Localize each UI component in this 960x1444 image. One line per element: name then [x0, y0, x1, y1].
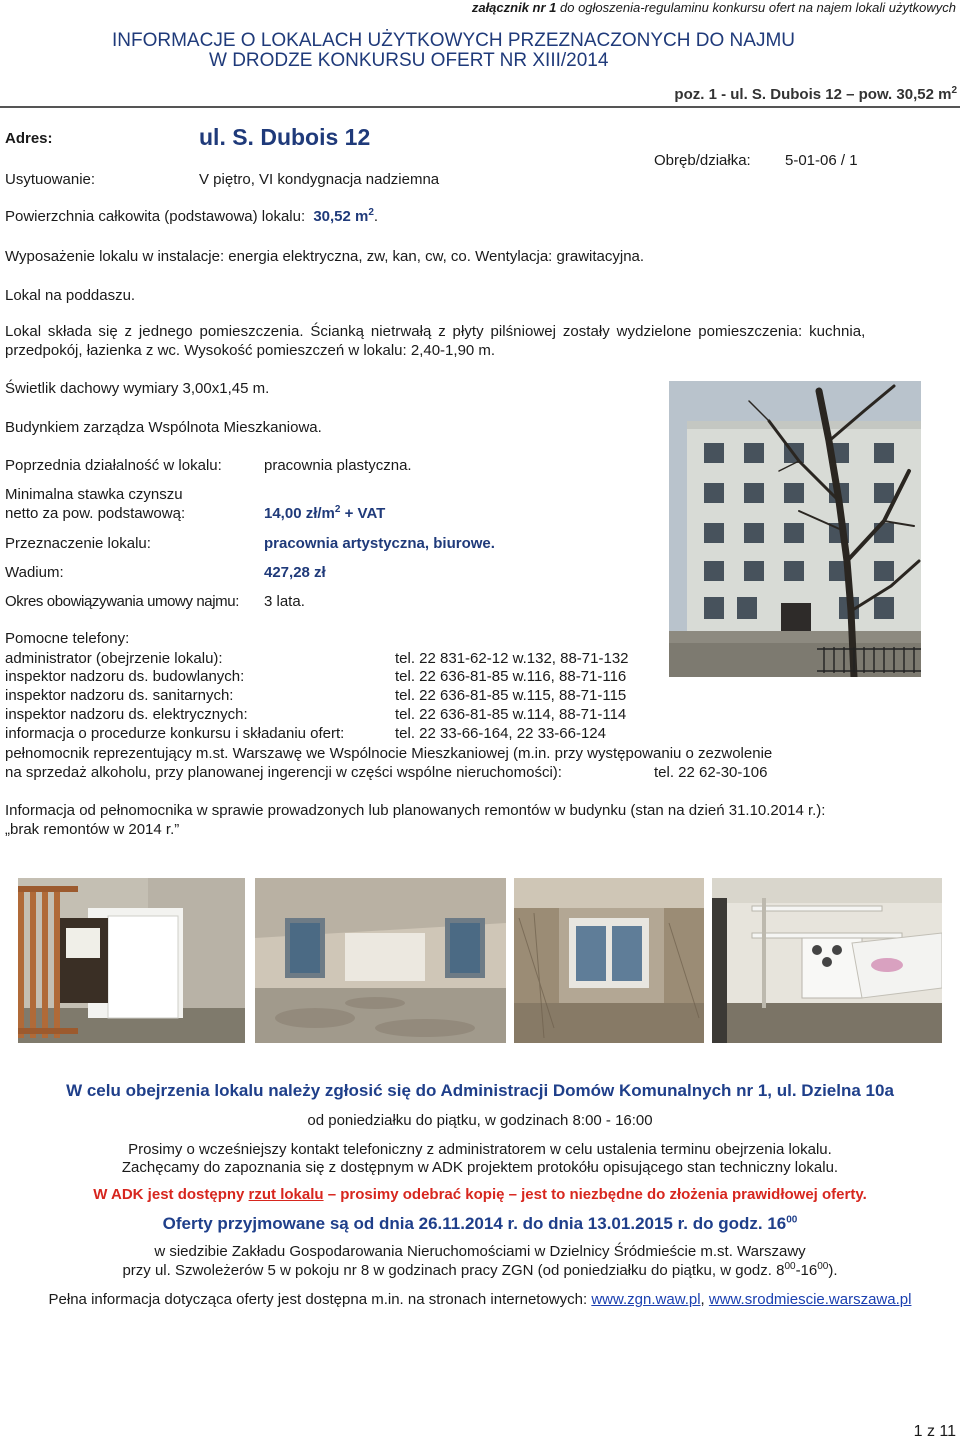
plot-label: Obręb/działka:: [654, 152, 751, 169]
previous-use-label: Poprzednia działalność w lokalu:: [5, 457, 222, 474]
area-sup: 2: [368, 207, 374, 218]
rent-amount: 14,00 zł/m: [264, 505, 335, 522]
seat-sup1: 00: [784, 1261, 796, 1272]
phone-row-label: inspektor nadzoru ds. budowlanych:: [5, 668, 245, 685]
proxy-phone: tel. 22 62-30-106: [654, 764, 768, 781]
offers-text: Oferty przyjmowane są od dnia 26.11.2014 r. do dnia 13.01.2015 r. do godz. 16: [162, 1214, 787, 1233]
area-value: [313, 208, 374, 225]
address-label: Adres:: [5, 130, 53, 147]
zgn-link[interactable]: www.zgn.waw.pl: [591, 1291, 701, 1308]
interior-photo-room-windows: [255, 878, 506, 1043]
rent-label-line1: Minimalna stawka czynszu: [5, 486, 183, 503]
seat-text-b: -16: [795, 1262, 818, 1279]
offers-deadline: [0, 1214, 960, 1234]
building-photo: [669, 381, 921, 677]
term-value: 3 lata.: [264, 593, 305, 610]
link-separator: ,: [700, 1291, 709, 1308]
term-label: Okres obowiązywania umowy najmu:: [5, 593, 239, 610]
annex-label: załącznik nr 1: [471, 0, 557, 15]
interior-photo-hallway: [18, 878, 245, 1043]
phone-row-value: tel. 22 636-81-85 w.114, 88-71-114: [395, 706, 627, 723]
contact-line2: Zachęcamy do zapoznania się z dostępnym w ADK projektem protokółu opisującego stan techniczny lokalu.: [121, 1159, 839, 1176]
area-suffix: .: [373, 208, 379, 225]
rent-vat: + VAT: [340, 505, 386, 522]
position-heading: [674, 86, 957, 103]
rooms-text-line2: przedpokój, łazienka z wc. Wysokość pomieszczeń w lokalu: 2,40-1,90 m.: [5, 342, 496, 359]
adk-notice-part2: – prosimy odebrać kopię – jest to niezbędne do złożenia prawidłowej oferty.: [323, 1186, 867, 1203]
rooms-text-line1: Lokal składa się z jednego pomieszczenia. Ścianką nietrwałą z płyty pilśniowej zostały wydzielone pomieszczenia: kuchnia,: [5, 323, 866, 340]
purpose-value: pracownia artystyczna, biurowe.: [264, 535, 495, 552]
seat-line1: w siedzibie Zakładu Gospodarowania Nieruchomościami w Dzielnicy Śródmieście m.st. Warszawy: [154, 1243, 806, 1260]
adk-notice: [0, 1186, 960, 1203]
equipment-text: Wyposażenie lokalu w instalacje: energia elektryczna, zw, kan, cw, co. Wentylacja: grawitacyjna.: [5, 248, 645, 265]
floor-plan-link[interactable]: rzut lokalu: [248, 1186, 324, 1203]
header-rule: [0, 106, 960, 108]
phone-row-label: inspektor nadzoru ds. sanitarnych:: [5, 687, 234, 704]
position-sup: 2: [951, 85, 957, 96]
page-number: 1 z 11: [913, 1423, 956, 1440]
deposit-value: 427,28 zł: [264, 564, 326, 581]
management-text: Budynkiem zarządza Wspólnota Mieszkaniowa.: [5, 419, 322, 436]
doc-title-line1: INFORMACJE O LOKALACH UŻYTKOWYCH PRZEZNACZONYCH DO NAJMU: [112, 30, 795, 51]
purpose-label: Przeznaczenie lokalu:: [5, 535, 151, 552]
annex-note: [472, 0, 956, 15]
seat-line2: [0, 1262, 960, 1279]
deposit-label: Wadium:: [5, 564, 64, 581]
contact-line1: Prosimy o wcześniejszy kontakt telefoniczny z administratorem w celu ustalenia terminu obejrzenia lokalu.: [128, 1141, 832, 1158]
visit-heading: W celu obejrzenia lokalu należy zgłosić się do Administracji Domów Komunalnych nr 1, ul. Dzielna 10a: [66, 1081, 894, 1100]
phones-heading: Pomocne telefony:: [5, 630, 130, 647]
renovation-line2: „brak remontów w 2014 r.”: [5, 821, 180, 838]
adk-notice-part1: W ADK jest dostępny: [93, 1186, 249, 1203]
renovation-line1: Informacja od pełnomocnika w sprawie prowadzonych lub planowanych remontów w budynku (stan na dzień 31.10.2014 r.):: [5, 802, 826, 819]
proxy-line2: na sprzedaż alkoholu, przy planowanej ingerencji w części wspólne nieruchomości):: [5, 764, 562, 781]
phone-row-label: administrator (obejrzenie lokalu):: [5, 650, 223, 667]
offers-sup: 00: [786, 1214, 798, 1226]
web-info-text: Pełna informacja dotycząca oferty jest dostępna m.in. na stronach internetowych:: [48, 1291, 592, 1308]
area-number: 30,52 m: [313, 208, 369, 225]
attic-text: Lokal na poddaszu.: [5, 287, 136, 304]
web-info: [0, 1291, 960, 1308]
area-row: [5, 208, 378, 225]
proxy-line1: pełnomocnik reprezentujący m.st. Warszawę we Wspólnocie Mieszkaniowej (m.in. przy występowaniu o zezwolenie: [5, 745, 773, 762]
phone-row-value: tel. 22 636-81-85 w.115, 88-71-115: [395, 687, 627, 704]
srodmiescie-link[interactable]: www.srodmiescie.warszawa.pl: [708, 1291, 912, 1308]
phone-row-label: informacja o procedurze konkursu i składaniu ofert:: [5, 725, 345, 742]
rent-sup: 2: [334, 504, 341, 515]
area-label: Powierzchnia całkowita (podstawowa) lokalu:: [5, 208, 306, 225]
visit-hours: od poniedziałku do piątku, w godzinach 8:00 - 16:00: [307, 1112, 653, 1129]
interior-photo-kitchen: [712, 878, 942, 1043]
plot-value: 5-01-06 / 1: [785, 152, 858, 169]
annex-text: do ogłoszenia-regulaminu konkursu ofert na najem lokali użytkowych: [556, 0, 956, 15]
seat-text-c: ).: [828, 1262, 838, 1279]
position-text: poz. 1 - ul. S. Dubois 12 – pow. 30,52 m: [674, 86, 952, 103]
rent-value: [264, 505, 385, 522]
seat-text-a: przy ul. Szwoleżerów 5 w pokoju nr 8 w godzinach pracy ZGN (od poniedziałku do piątku, w godz. 8: [122, 1262, 785, 1279]
phone-row-value: tel. 22 831-62-12 w.132, 88-71-132: [395, 650, 629, 667]
location-label: Usytuowanie:: [5, 171, 96, 188]
interior-photo-skylight: [514, 878, 704, 1043]
rent-label-line2: netto za pow. podstawową:: [5, 505, 186, 522]
seat-sup2: 00: [817, 1261, 829, 1272]
phone-row-value: tel. 22 33-66-164, 22 33-66-124: [395, 725, 606, 742]
skylight-text: Świetlik dachowy wymiary 3,00x1,45 m.: [5, 380, 270, 397]
phone-row-label: inspektor nadzoru ds. elektrycznych:: [5, 706, 248, 723]
address-value: ul. S. Dubois 12: [199, 124, 371, 150]
location-value: V piętro, VI kondygnacja nadziemna: [199, 171, 440, 188]
phone-row-value: tel. 22 636-81-85 w.116, 88-71-116: [395, 668, 627, 685]
doc-title-line2: W DRODZE KONKURSU OFERT NR XIII/2014: [209, 50, 609, 71]
previous-use-value: pracownia plastyczna.: [264, 457, 412, 474]
